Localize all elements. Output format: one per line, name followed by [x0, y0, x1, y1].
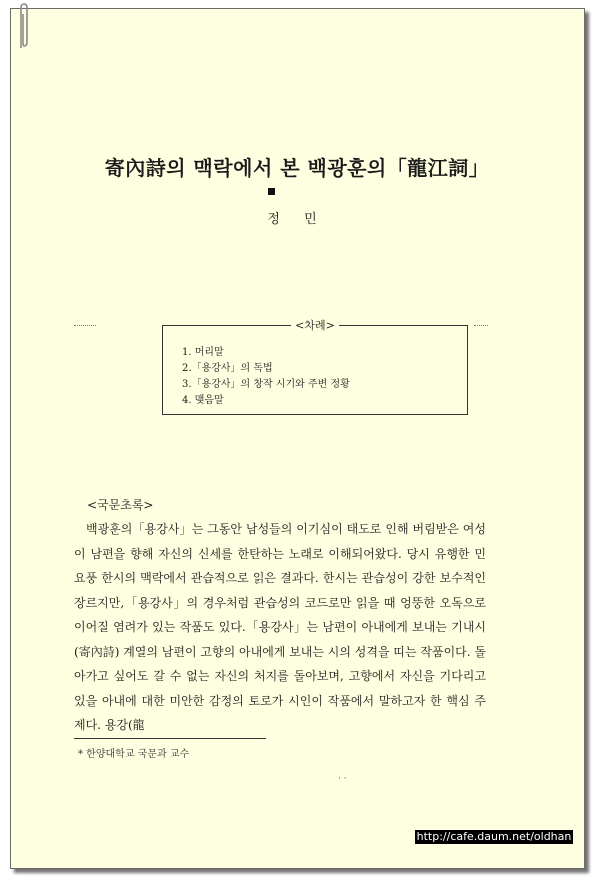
abstract-heading: <국문초록>	[87, 498, 154, 512]
toc-item: 2.「용강사」의 독법	[182, 363, 273, 374]
toc-item: 3.「용강사」의 창작 시기와 주변 정황	[182, 379, 350, 390]
watermark-url: http://cafe.daum.net/oldhan	[416, 830, 572, 843]
document-page	[10, 8, 585, 869]
toc-item: 1. 머리말	[182, 347, 224, 358]
abstract-paragraph: 백광훈의「용강사」는 그동안 남성들의 이기심이 태도로 인해 버림받은 여성이 남편을 향해 자신의 신세를 한탄하는 노래로 이해되어왔다. 당시 유행한 민요풍 한시의 맥락에서 관습적으로 읽은 결과다. 한시는 관습성이 강한 보수적인 장르지만,「용강사」의 경우처럼 관습성의 코드로만 읽을 때 엉뚱한 오독으로 이어질 염려가 있는 작품도 있다.「용강사」는 남편이 아내에게 보내는 기내시(寄內詩) 계열의 남편이 고향의 아내에게 보내는 시의 성격을 띠는 작품이다. 돌아가고 싶어도 갈 수 없는 자신의 처지를 돌아보며, 고향에서 자신을 기다리고 있을 아내에 대한 미안한 감정의 토로가 시인이 작품에서 말하고자 한 핵심 주제다. 용강(龍	[74, 522, 486, 732]
footnote: * 한양대학교 국문과 교수	[78, 749, 190, 760]
toc-list	[182, 345, 350, 409]
footnote-rule	[74, 738, 266, 739]
author-name: 정 민	[267, 212, 327, 227]
margin-tick-right	[474, 325, 488, 326]
paperclip-icon	[18, 2, 28, 50]
title-bullet-mark	[268, 188, 275, 195]
abstract-body	[74, 517, 486, 738]
toc-heading: <차례>	[291, 317, 339, 333]
page-mark: · ·	[338, 774, 347, 784]
document-title: 寄內詩의 맥락에서 본 백광훈의「龍江詞」	[104, 156, 490, 180]
toc-item: 4. 맺음말	[182, 395, 224, 406]
margin-tick-left	[74, 325, 96, 326]
toc-header	[162, 317, 468, 333]
